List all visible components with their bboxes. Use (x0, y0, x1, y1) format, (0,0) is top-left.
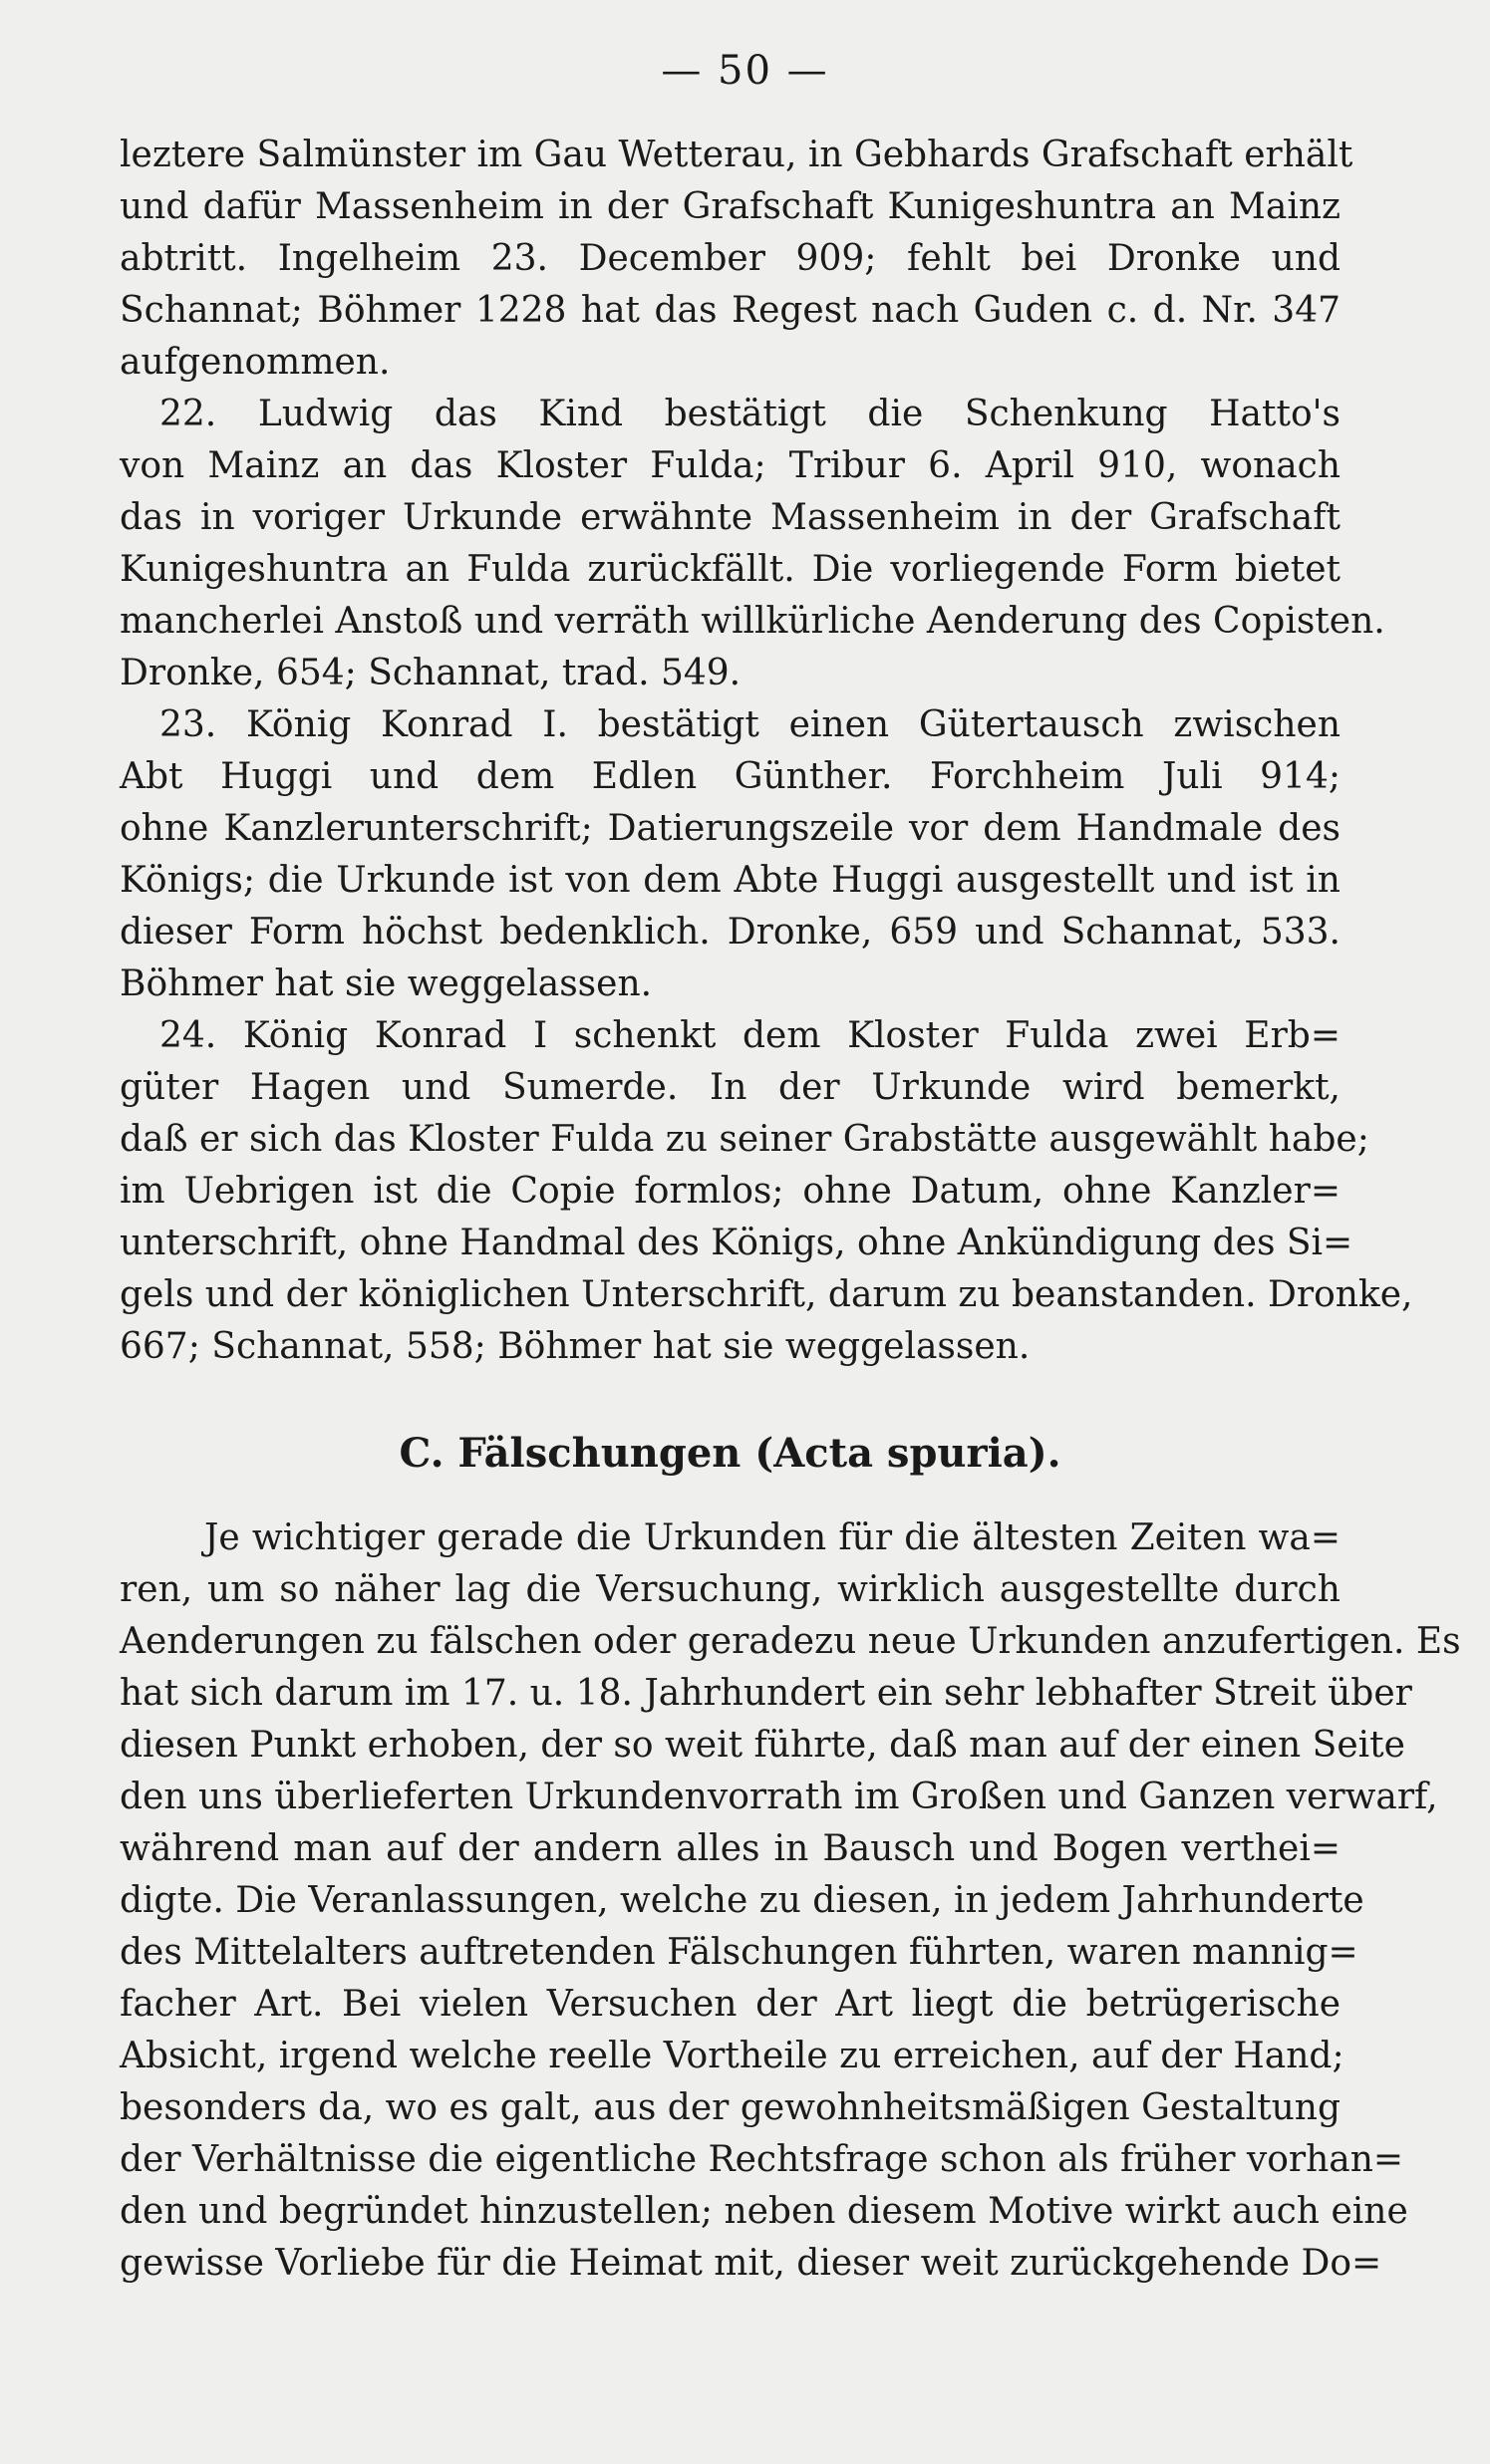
text-line: daß er sich das Kloster Fulda zu seiner Grabstätte ausgewählt habe; (120, 1119, 1369, 1160)
text-line: Schannat; Böhmer 1228 hat das Regest nach Guden c. d. Nr. 347 (120, 290, 1341, 331)
text-line: des Mittelalters auftretenden Fälschungen führten, waren mannig= (120, 1932, 1358, 1973)
text-line: den und begründet hinzustellen; neben diesem Motive wirkt auch eine (120, 2191, 1408, 2232)
text-line: 24. König Konrad I schenkt dem Kloster Fulda zwei Erb= (159, 1015, 1341, 1056)
page-number: — 50 — (661, 48, 829, 94)
text-line: das in voriger Urkunde erwähnte Massenheim in der Grafschaft (120, 497, 1341, 538)
text-line: Dronke, 654; Schannat, trad. 549. (120, 653, 742, 693)
text-line: Abt Huggi und dem Edlen Günther. Forchheim Juli 914; (120, 756, 1341, 797)
text-line: im Uebrigen ist die Copie formlos; ohne Datum, ohne Kanzler= (120, 1171, 1341, 1212)
text-line: 22. Ludwig das Kind bestätigt die Schenkung Hatto's (159, 394, 1341, 434)
text-line: während man auf der andern alles in Bausch und Bogen verthei= (120, 1828, 1341, 1869)
text-line: gels und der königlichen Unterschrift, darum zu beanstanden. Dronke, (120, 1274, 1413, 1315)
section-c-body (120, 1512, 1461, 2290)
text-line: leztere Salmünster im Gau Wetterau, in Gebhards Grafschaft erhält (120, 135, 1353, 175)
entry-22 (120, 389, 1385, 699)
text-line: hat sich darum im 17. u. 18. Jahrhundert ein sehr lebhafter Streit über (120, 1673, 1412, 1714)
text-line: abtritt. Ingelheim 23. December 909; fehlt bei Dronke und (120, 238, 1341, 279)
text-line: 23. König Konrad I. bestätigt einen Gütertausch zwischen (159, 704, 1341, 745)
text-line: Aenderungen zu fälschen oder geradezu neue Urkunden anzufertigen. Es (120, 1621, 1461, 1662)
entry-24 (120, 1010, 1413, 1373)
text-line: besonders da, wo es galt, aus der gewohnheitsmäßigen Gestaltung (120, 2087, 1341, 2128)
text-line: güter Hagen und Sumerde. In der Urkunde wird bemerkt, (120, 1067, 1341, 1108)
section-heading: C. Fälschungen (Acta spuria). (399, 1430, 1061, 1477)
text-line: Böhmer hat sie weggelassen. (120, 963, 653, 1004)
text-line: ohne Kanzlerunterschrift; Datierungszeile vor dem Handmale des (120, 808, 1341, 849)
text-line: Kunigeshuntra an Fulda zurückfällt. Die vorliegende Form bietet (120, 549, 1341, 590)
text-line: 667; Schannat, 558; Böhmer hat sie weggelassen. (120, 1326, 1031, 1367)
text-line: Je wichtiger gerade die Urkunden für die ältesten Zeiten wa= (204, 1517, 1341, 1558)
text-line: Königs; die Urkunde ist von dem Abte Huggi ausgestellt und ist in (120, 860, 1341, 901)
text-line: aufgenommen. (120, 342, 391, 383)
text-line: der Verhältnisse die eigentliche Rechtsfrage schon als früher vorhan= (120, 2139, 1404, 2180)
text-line: Absicht, irgend welche reelle Vortheile zu erreichen, auf der Hand; (120, 2036, 1344, 2076)
text-line: mancherlei Anstoß und verräth willkürliche Aenderung des Copisten. (120, 601, 1385, 642)
paragraph-continuation (120, 130, 1353, 389)
text-line: unterschrift, ohne Handmal des Königs, ohne Ankündigung des Si= (120, 1223, 1353, 1263)
text-line: gewisse Vorliebe für die Heimat mit, dieser weit zurückgehende Do= (120, 2243, 1382, 2284)
text-line: dieser Form höchst bedenklich. Dronke, 659 und Schannat, 533. (120, 912, 1341, 953)
text-line: facher Art. Bei vielen Versuchen der Art liegt die betrügerische (120, 1984, 1341, 2025)
text-line: ren, um so näher lag die Versuchung, wirklich ausgestellte durch (120, 1569, 1341, 1610)
text-line: diesen Punkt erhoben, der so weit führte, daß man auf der einen Seite (120, 1725, 1405, 1766)
entry-23 (120, 699, 1341, 1010)
body-text (120, 130, 1461, 2290)
text-line: und dafür Massenheim in der Grafschaft Kunigeshuntra an Mainz (120, 186, 1341, 227)
text-line: digte. Die Veranlassungen, welche zu diesen, in jedem Jahrhunderte (120, 1880, 1364, 1921)
text-line: den uns überlieferten Urkundenvorrath im Großen und Ganzen verwarf, (120, 1777, 1438, 1817)
text-line: von Mainz an das Kloster Fulda; Tribur 6. April 910, wonach (120, 445, 1341, 486)
